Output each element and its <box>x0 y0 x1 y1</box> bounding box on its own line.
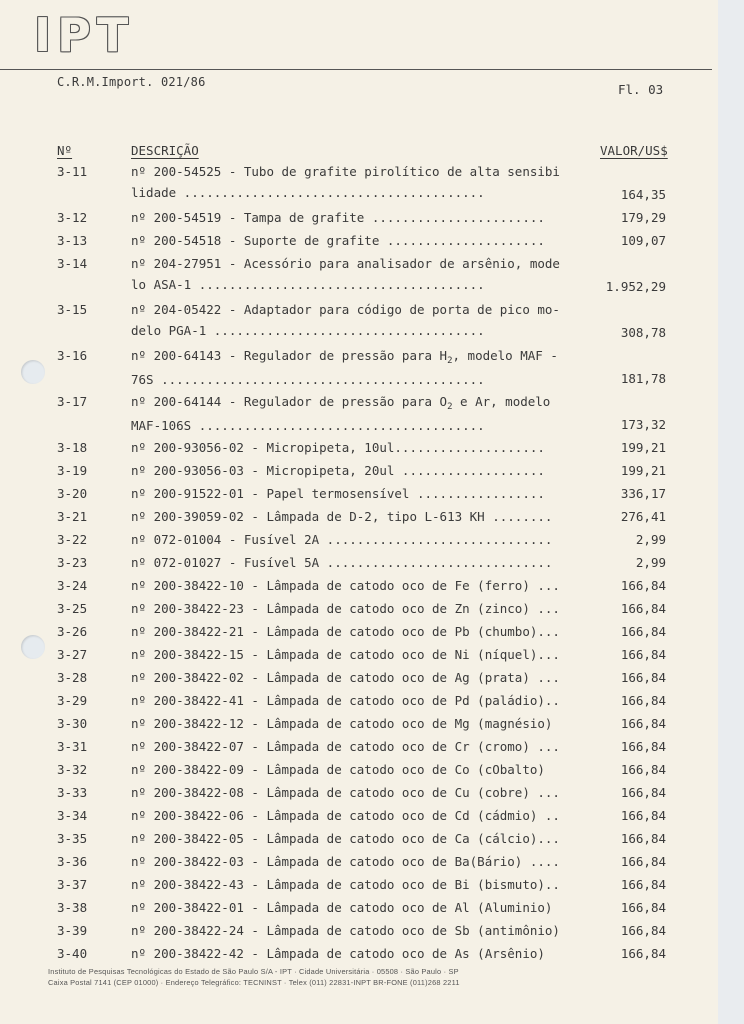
item-description-line-1: nº 072-01004 - Fusível 2A .............................. <box>131 532 553 547</box>
item-description-line-2: MAF-106S ...................................... <box>131 418 485 433</box>
item-description <box>131 302 561 338</box>
item-description <box>131 831 561 846</box>
item-description <box>131 578 561 593</box>
item-description <box>131 440 561 455</box>
subscript: 2 <box>447 356 453 366</box>
item-number: 3-15 <box>57 302 88 317</box>
item-description <box>131 624 561 639</box>
list-item <box>0 641 718 664</box>
item-number: 3-18 <box>57 440 88 455</box>
list-item <box>0 687 718 710</box>
item-description-line-1: nº 200-93056-03 - Micropipeta, 20ul ................... <box>131 463 545 478</box>
item-description-line-1: nº 200-38422-08 - Lâmpada de catodo oco de Cu (cobre) ... <box>131 785 560 800</box>
item-description <box>131 808 561 823</box>
item-value: 199,21 <box>620 440 666 455</box>
item-number: 3-31 <box>57 739 88 754</box>
item-description <box>131 394 561 433</box>
punch-hole <box>21 360 45 384</box>
list-item <box>0 480 718 503</box>
description-text: nº 200-64144 - Regulador de pressão para O <box>131 394 448 409</box>
item-value: 166,84 <box>620 716 666 731</box>
list-item <box>0 940 718 963</box>
item-value: 173,32 <box>620 417 666 432</box>
item-number: 3-38 <box>57 900 88 915</box>
item-description-line-1: nº 200-38422-21 - Lâmpada de catodo oco de Pb (chumbo)... <box>131 624 560 639</box>
item-description-line-1: nº 200-38422-41 - Lâmpada de catodo oco de Pd (paládio).. <box>131 693 560 708</box>
list-item <box>0 572 718 595</box>
list-item <box>0 434 718 457</box>
description-text: , modelo MAF - <box>452 348 558 363</box>
list-item <box>0 756 718 779</box>
item-value: 109,07 <box>620 233 666 248</box>
item-description-line-2: 76S ........................................... <box>131 372 485 387</box>
item-value: 166,84 <box>620 670 666 685</box>
item-description-line-1: nº 200-91522-01 - Papel termosensível ................. <box>131 486 545 501</box>
item-description <box>131 739 561 754</box>
column-header-number: Nº <box>57 143 73 158</box>
item-value: 2,99 <box>635 532 666 547</box>
item-number: 3-14 <box>57 256 88 271</box>
item-description <box>131 348 561 387</box>
item-description <box>131 670 561 685</box>
item-description <box>131 923 561 938</box>
item-number: 3-20 <box>57 486 88 501</box>
item-value: 181,78 <box>620 371 666 386</box>
item-value: 276,41 <box>620 509 666 524</box>
item-number: 3-30 <box>57 716 88 731</box>
item-description-line-2: lidade ........................................ <box>131 185 485 200</box>
item-description-line-1: nº 200-54519 - Tampa de grafite ....................... <box>131 210 545 225</box>
list-item <box>0 342 718 388</box>
list-item <box>0 250 718 296</box>
item-value: 166,84 <box>620 900 666 915</box>
item-value: 166,84 <box>620 946 666 961</box>
item-number: 3-22 <box>57 532 88 547</box>
list-item <box>0 894 718 917</box>
item-description-line-1: nº 200-38422-43 - Lâmpada de catodo oco de Bi (bismuto).. <box>131 877 560 892</box>
item-number: 3-16 <box>57 348 88 363</box>
item-number: 3-12 <box>57 210 88 225</box>
item-description <box>131 716 561 731</box>
item-number: 3-23 <box>57 555 88 570</box>
item-value: 2,99 <box>635 555 666 570</box>
item-description <box>131 601 561 616</box>
item-description <box>131 647 561 662</box>
item-description-line-1: nº 200-38422-15 - Lâmpada de catodo oco de Ni (níquel)... <box>131 647 560 662</box>
item-description-line-1: nº 204-05422 - Adaptador para código de porta de pico mo- <box>131 302 560 317</box>
list-item <box>0 802 718 825</box>
item-value: 166,84 <box>620 693 666 708</box>
item-number: 3-32 <box>57 762 88 777</box>
item-description <box>131 785 561 800</box>
list-item <box>0 595 718 618</box>
item-description-line-1: nº 204-27951 - Acessório para analisador de arsênio, mode <box>131 256 560 271</box>
item-description-line-1: nº 200-54525 - Tubo de grafite pirolítico de alta sensibi <box>131 164 560 179</box>
item-value: 164,35 <box>620 187 666 202</box>
item-description-line-1: nº 200-38422-23 - Lâmpada de catodo oco de Zn (zinco) ... <box>131 601 560 616</box>
item-description <box>131 233 561 248</box>
footer-line-1: Instituto de Pesquisas Tecnológicas do Estado de São Paulo S/A - IPT · Cidade Universitária · 05508 · São Paulo · SP <box>48 967 459 976</box>
item-description-line-1: nº 200-38422-24 - Lâmpada de catodo oco de Sb (antimônio) <box>131 923 560 938</box>
item-description <box>131 210 561 225</box>
item-description-line-1: nº 200-54518 - Suporte de grafite ..................... <box>131 233 545 248</box>
item-description-line-1: nº 200-38422-02 - Lâmpada de catodo oco de Ag (prata) ... <box>131 670 560 685</box>
item-description <box>131 946 561 961</box>
list-item <box>0 457 718 480</box>
item-value: 166,84 <box>620 739 666 754</box>
item-description-line-1: nº 200-38422-10 - Lâmpada de catodo oco de Fe (ferro) ... <box>131 578 560 593</box>
item-description-line-1 <box>131 394 551 412</box>
column-header-description: DESCRIÇÃO <box>131 143 199 158</box>
item-description <box>131 509 561 524</box>
item-value: 179,29 <box>620 210 666 225</box>
description-text: nº 200-64143 - Regulador de pressão para H <box>131 348 448 363</box>
item-description <box>131 532 561 547</box>
item-description <box>131 486 561 501</box>
list-item <box>0 664 718 687</box>
item-description-line-2: lo ASA-1 ...................................... <box>131 277 485 292</box>
list-item <box>0 871 718 894</box>
item-number: 3-25 <box>57 601 88 616</box>
item-description-line-1: nº 200-93056-02 - Micropipeta, 10ul.................... <box>131 440 545 455</box>
item-value: 166,84 <box>620 785 666 800</box>
item-description <box>131 762 561 777</box>
item-description-line-1: nº 200-38422-12 - Lâmpada de catodo oco de Mg (magnésio) <box>131 716 553 731</box>
item-number: 3-35 <box>57 831 88 846</box>
list-item <box>0 296 718 342</box>
item-description-line-1: nº 200-38422-09 - Lâmpada de catodo oco de Co (cObalto) <box>131 762 545 777</box>
list-item <box>0 825 718 848</box>
subscript: 2 <box>447 402 453 412</box>
list-item <box>0 388 718 434</box>
item-value: 199,21 <box>620 463 666 478</box>
list-item <box>0 710 718 733</box>
punch-hole <box>21 635 45 659</box>
item-description <box>131 900 561 915</box>
list-item <box>0 526 718 549</box>
page-folio: Fl. 03 <box>618 82 664 97</box>
item-value: 166,84 <box>620 923 666 938</box>
item-description-line-1 <box>131 348 558 366</box>
item-number: 3-17 <box>57 394 88 409</box>
item-description-line-1: nº 200-38422-01 - Lâmpada de catodo oco de Al (Aluminio) <box>131 900 553 915</box>
item-value: 166,84 <box>620 647 666 662</box>
list-item <box>0 158 718 204</box>
item-description-line-1: nº 072-01027 - Fusível 5A .............................. <box>131 555 553 570</box>
document-reference: C.R.M.Import. 021/86 <box>57 75 206 89</box>
item-number: 3-33 <box>57 785 88 800</box>
item-value: 1.952,29 <box>605 279 666 294</box>
item-value: 166,84 <box>620 831 666 846</box>
item-description-line-1: nº 200-38422-05 - Lâmpada de catodo oco de Ca (cálcio)... <box>131 831 560 846</box>
list-item <box>0 227 718 250</box>
item-value: 166,84 <box>620 808 666 823</box>
item-number: 3-37 <box>57 877 88 892</box>
list-item <box>0 204 718 227</box>
description-text: e Ar, modelo <box>452 394 551 409</box>
item-description <box>131 693 561 708</box>
item-description <box>131 463 561 478</box>
item-description-line-1: nº 200-39059-02 - Lâmpada de D-2, tipo L-613 KH ........ <box>131 509 553 524</box>
item-description <box>131 877 561 892</box>
item-number: 3-29 <box>57 693 88 708</box>
item-value: 166,84 <box>620 578 666 593</box>
item-number: 3-19 <box>57 463 88 478</box>
item-number: 3-11 <box>57 164 88 179</box>
item-value: 308,78 <box>620 325 666 340</box>
item-description-line-2: delo PGA-1 .................................... <box>131 323 485 338</box>
list-item <box>0 917 718 940</box>
header-rule <box>0 69 712 70</box>
item-value: 166,84 <box>620 762 666 777</box>
item-number: 3-13 <box>57 233 88 248</box>
item-number: 3-40 <box>57 946 88 961</box>
list-item <box>0 779 718 802</box>
ipt-logo: IPT <box>34 8 135 62</box>
item-number: 3-21 <box>57 509 88 524</box>
item-number: 3-28 <box>57 670 88 685</box>
list-item <box>0 503 718 526</box>
item-description-line-1: nº 200-38422-07 - Lâmpada de catodo oco de Cr (cromo) ... <box>131 739 560 754</box>
item-value: 166,84 <box>620 877 666 892</box>
item-description <box>131 555 561 570</box>
item-value: 166,84 <box>620 601 666 616</box>
footer-address <box>48 966 460 988</box>
item-value: 336,17 <box>620 486 666 501</box>
item-description <box>131 256 561 292</box>
item-number: 3-26 <box>57 624 88 639</box>
list-item <box>0 618 718 641</box>
footer-line-2: Caixa Postal 7141 (CEP 01000) · Endereço Telegráfico: TECNINST · Telex (011) 22831-INPT BR-FONE (011)268 2211 <box>48 978 460 987</box>
item-value: 166,84 <box>620 854 666 869</box>
list-item <box>0 549 718 572</box>
item-value: 166,84 <box>620 624 666 639</box>
item-number: 3-36 <box>57 854 88 869</box>
list-item <box>0 733 718 756</box>
column-header-value: VALOR/US$ <box>600 143 668 158</box>
item-number: 3-39 <box>57 923 88 938</box>
item-description-line-1: nº 200-38422-42 - Lâmpada de catodo oco de As (Arsênio) <box>131 946 545 961</box>
item-description-line-1: nº 200-38422-06 - Lâmpada de catodo oco de Cd (cádmio) .. <box>131 808 560 823</box>
list-item <box>0 848 718 871</box>
item-number: 3-34 <box>57 808 88 823</box>
item-number: 3-24 <box>57 578 88 593</box>
item-description-line-1: nº 200-38422-03 - Lâmpada de catodo oco de Ba(Bário) .... <box>131 854 560 869</box>
items-list <box>0 158 718 963</box>
item-number: 3-27 <box>57 647 88 662</box>
item-description <box>131 164 561 200</box>
item-description <box>131 854 561 869</box>
